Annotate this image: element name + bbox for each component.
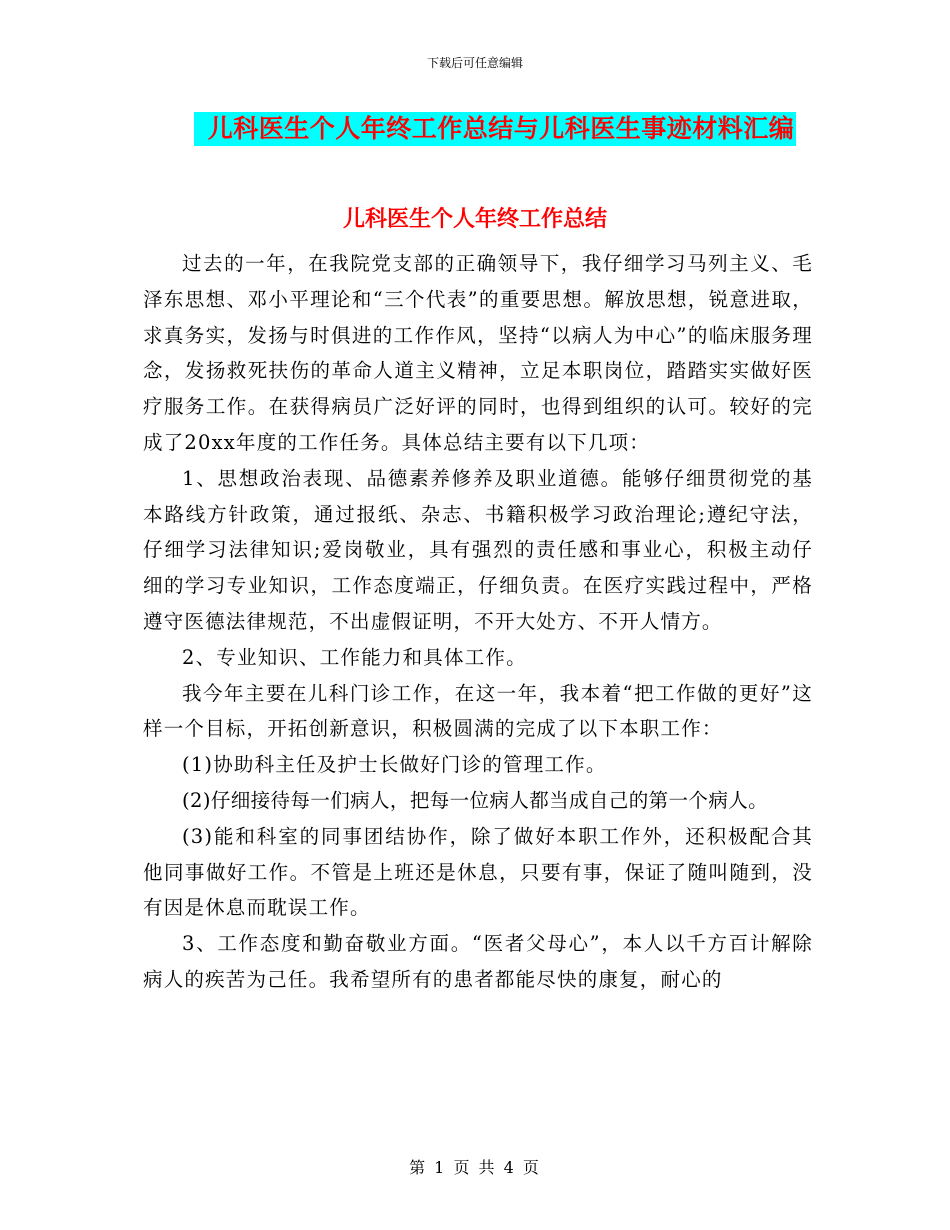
section-title: 儿科医生个人年终工作总结	[342, 207, 607, 232]
paragraph-work-intro: 我今年主要在儿科门诊工作，在这一年，我本着“把工作做的更好”这样一个目标，开拓创新意识，积极圆满的完成了以下本职工作：	[143, 681, 813, 741]
main-title-wrap	[0, 112, 950, 146]
paragraph-subitem-1: (1)协助科主任及护士长做好门诊的管理工作。	[182, 753, 607, 777]
paragraph-item-1: 1、思想政治表现、品德素养修养及职业道德。能够仔细贯彻党的基本路线方针政策，通过报纸、杂志、书籍积极学习政治理论;遵纪守法，仔细学习法律知识;爱岗敬业，具有强烈的责任感和事业心，积极主动仔细的学习专业知识，工作态度端正，仔细负责。在医疗实践过程中，严格遵守医德法律规范，不出虚假证明，不开大处方、不开人情方。	[143, 466, 813, 633]
paragraph-subitem-3: (3)能和科室的同事团结协作，除了做好本职工作外，还积极配合其他同事做好工作。不管是上班还是休息，只要有事，保证了随叫随到，没有因是休息而耽误工作。	[143, 824, 813, 920]
main-title: 儿科医生个人年终工作总结与儿科医生事迹材料汇编	[194, 112, 797, 146]
paragraph-item-3: 3、工作态度和勤奋敬业方面。“医者父母心”，本人以千方百计解除病人的疾苦为己任。我希望所有的患者都能尽快的康复，耐心的	[143, 932, 813, 991]
paragraph-subitem-2: (2)仔细接待每一们病人，把每一位病人都当成自己的第一个病人。	[182, 788, 769, 812]
document-body	[143, 246, 813, 998]
header-note: 下载后可任意编辑	[426, 56, 523, 70]
paragraph-item-2: 2、专业知识、工作能力和具体工作。	[182, 645, 527, 669]
paragraph-intro: 过去的一年，在我院党支部的正确领导下，我仔细学习马列主义、毛泽东思想、邓小平理论和“三个代表”的重要思想。解放思想，锐意进取，求真务实，发扬与时俱进的工作作风，坚持“以病人为中心”的临床服务理念，发扬救死扶伤的革命人道主义精神，立足本职岗位，踏踏实实做好医疗服务工作。在获得病员广泛好评的同时，也得到组织的认可。较好的完成了20xx年度的工作任务。具体总结主要有以下几项：	[143, 252, 813, 454]
page-number: 第 1 页 共 4 页	[409, 1158, 541, 1177]
